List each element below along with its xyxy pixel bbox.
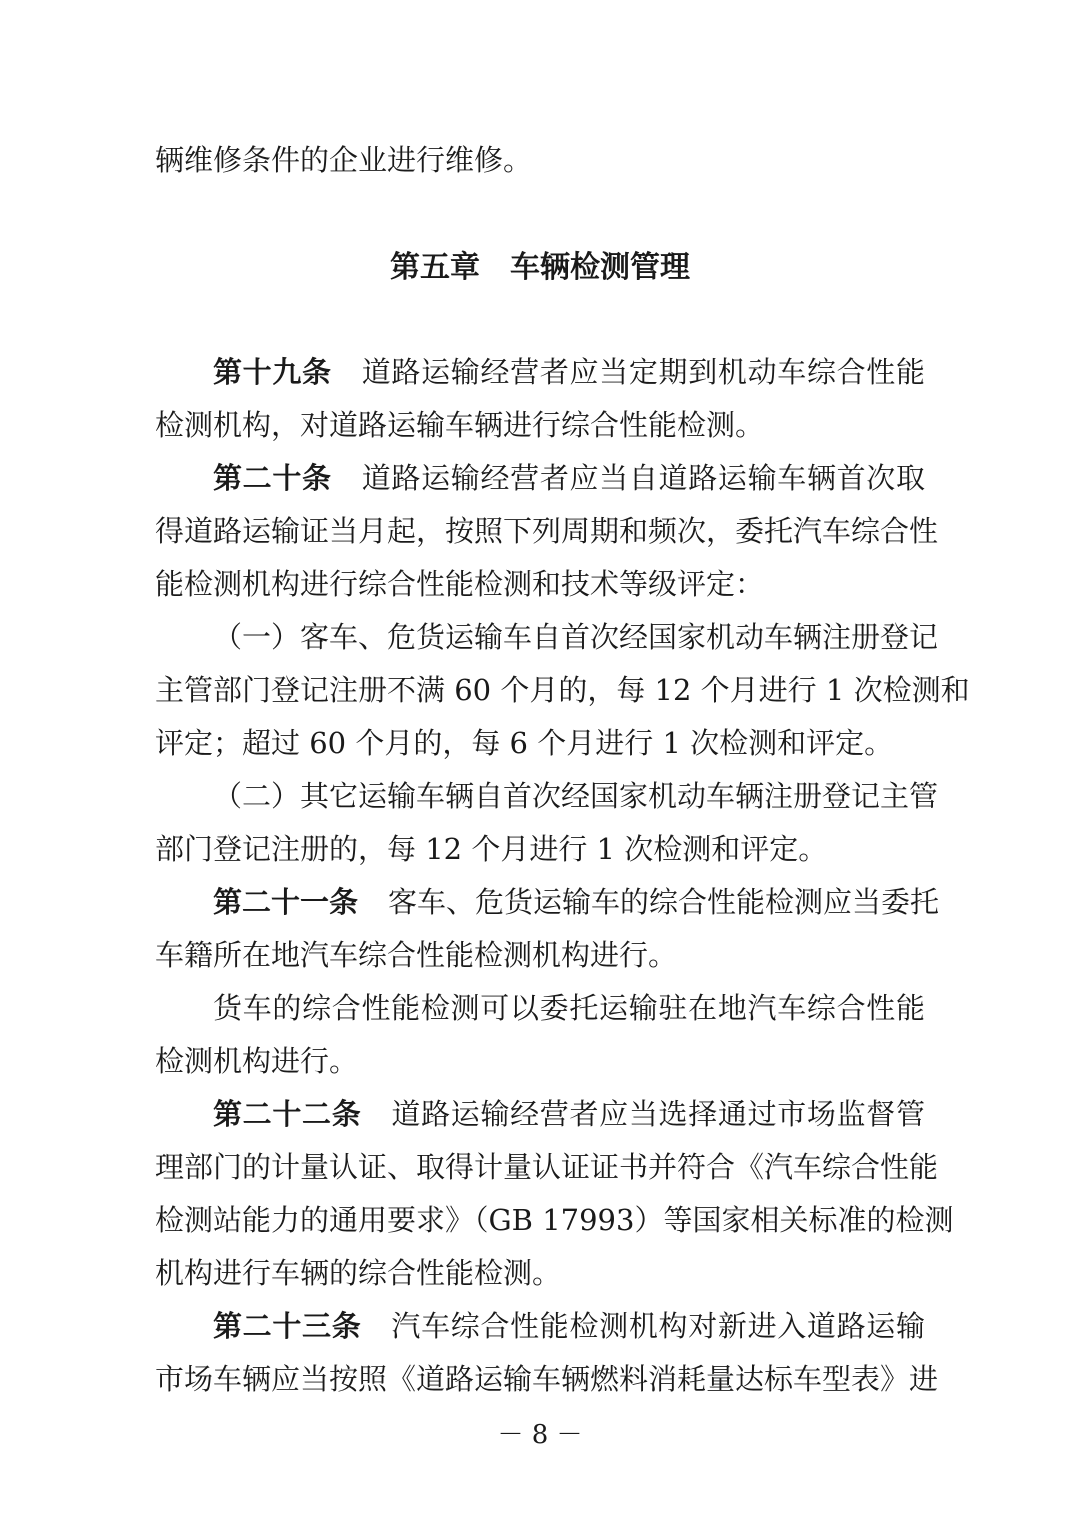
article-21-para-2-line-2: 检测机构进行。 (155, 1044, 359, 1078)
article-21-number: 第二十一条 (213, 885, 359, 919)
article-22-text-1: 道路运输经营者应当选择通过市场监督管 (391, 1097, 925, 1131)
article-21-text-1: 客车、危货运输车的综合性能检测应当委托 (388, 885, 940, 919)
article-20-item-1-line-1: （一）客车、危货运输车自首次经国家机动车辆注册登记 (213, 620, 939, 654)
article-19-line-1 (213, 352, 925, 392)
article-21-para-2-line-1: 货车的综合性能检测可以委托运输驻在地汽车综合性能 (213, 991, 925, 1025)
article-23-line-1 (213, 1306, 925, 1346)
article-20-line-1 (213, 458, 925, 498)
continuation-text: 辆维修条件的企业进行维修。 (155, 143, 533, 177)
article-23-text-1: 汽车综合性能检测机构对新进入道路运输 (391, 1309, 925, 1343)
article-20-item-2-line-1: （二）其它运输车辆自首次经国家机动车辆注册登记主管 (213, 779, 939, 813)
article-20-number: 第二十条 (213, 461, 332, 495)
article-22-number: 第二十二条 (213, 1097, 362, 1131)
article-20-text-1: 道路运输经营者应当自道路运输车辆首次取 (361, 461, 925, 495)
article-19-text-1: 道路运输经营者应当定期到机动车综合性能 (361, 355, 925, 389)
article-23-number: 第二十三条 (213, 1309, 362, 1343)
article-20-line-3: 能检测机构进行综合性能检测和技术等级评定： (155, 567, 765, 601)
article-21-line-2: 车籍所在地汽车综合性能检测机构进行。 (155, 938, 678, 972)
article-20-item-2-line-2: 部门登记注册的，每 12 个月进行 1 次检测和评定。 (155, 832, 828, 866)
article-19-number: 第十九条 (213, 355, 332, 389)
article-21-line-1 (213, 882, 940, 922)
page-number: － 8 － (497, 1420, 583, 1450)
article-23-line-2: 市场车辆应当按照《道路运输车辆燃料消耗量达标车型表》进 (155, 1362, 939, 1396)
article-22-line-1 (213, 1094, 925, 1134)
article-22-line-3: 检测站能力的通用要求》（GB 17993）等国家相关标准的检测 (155, 1203, 954, 1237)
article-22-line-4: 机构进行车辆的综合性能检测。 (155, 1256, 562, 1290)
article-22-line-2: 理部门的计量认证、取得计量认证证书并符合《汽车综合性能 (155, 1150, 939, 1184)
chapter-title: 第五章 车辆检测管理 (390, 250, 690, 285)
article-20-item-1-line-3: 评定；超过 60 个月的，每 6 个月进行 1 次检测和评定。 (155, 726, 894, 760)
article-19-line-2: 检测机构，对道路运输车辆进行综合性能检测。 (155, 408, 765, 442)
article-20-line-2: 得道路运输证当月起，按照下列周期和频次，委托汽车综合性 (155, 514, 939, 548)
article-20-item-1-line-2: 主管部门登记注册不满 60 个月的，每 12 个月进行 1 次检测和 (155, 673, 970, 707)
